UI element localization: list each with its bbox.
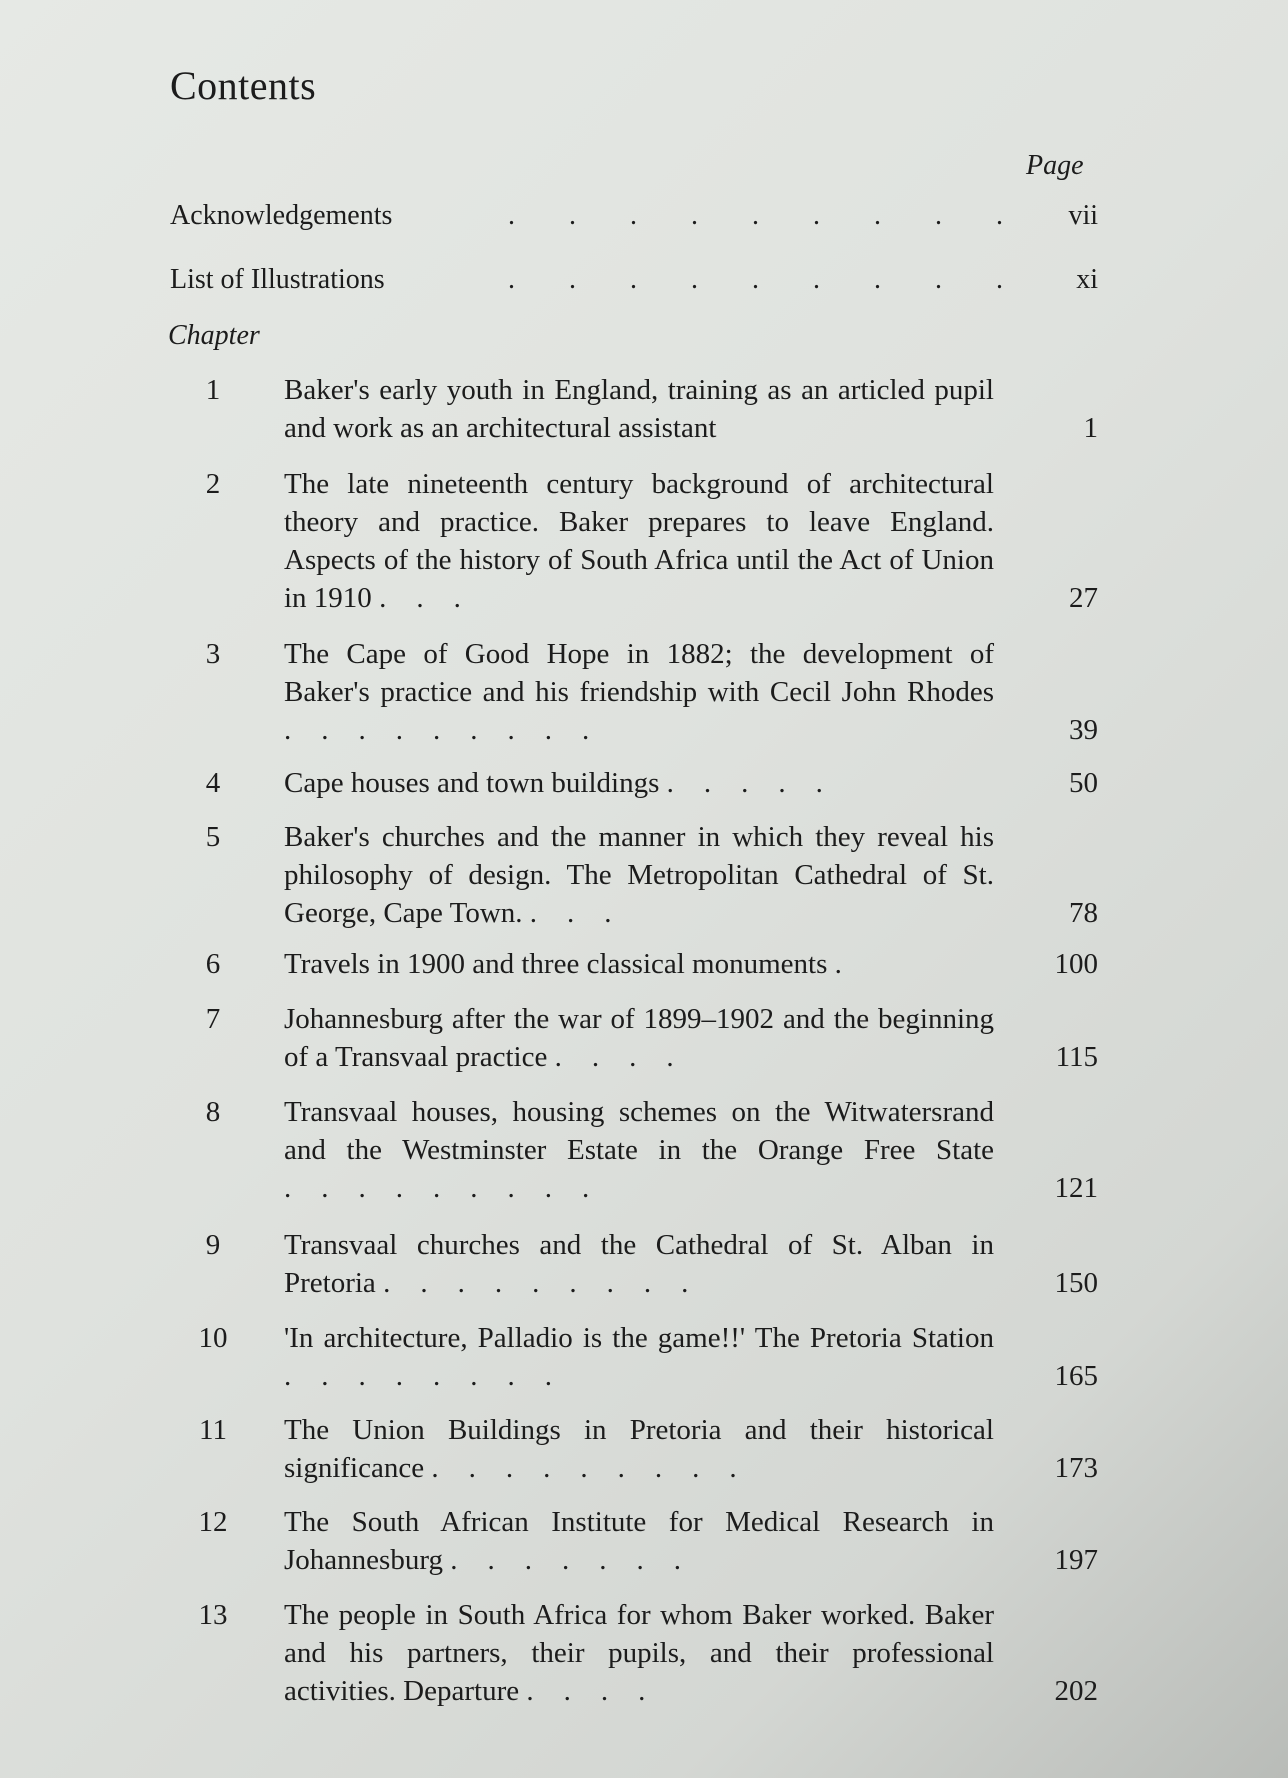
chapter-number: 13: [198, 1599, 228, 1631]
page-column-heading: Page: [1026, 150, 1084, 181]
dot-leader: .......: [450, 1544, 711, 1576]
chapter-number: 1: [205, 374, 221, 406]
page-number: 197: [1054, 1544, 1098, 1576]
chapter-title: Transvaal houses, housing schemes on the Witwatersrand and the Westminster Estate in the Orange Free State .........: [284, 1096, 994, 1204]
dot-leader: ........: [284, 1360, 582, 1392]
chapter-column-heading: Chapter: [168, 320, 260, 351]
page-number: 78: [1069, 897, 1098, 929]
chapter-title: The late nineteenth century background of architectural theory and practice. Baker prepares to leave England. Aspects of the history of South Africa until the Act of Union in 1910 ...: [284, 468, 994, 614]
page-number: xi: [1076, 264, 1098, 295]
chapter-title: Transvaal churches and the Cathedral of St. Alban in Pretoria .........: [284, 1229, 994, 1299]
dot-leader: .........: [284, 714, 620, 746]
chapter-number: 11: [199, 1414, 227, 1446]
chapter-title: The South African Institute for Medical Research in Johannesburg .......: [284, 1506, 994, 1576]
page-number: vii: [1068, 200, 1098, 231]
front-matter-entry: [170, 264, 1098, 304]
page-number: 1: [1083, 412, 1098, 444]
dot-leader: .........: [431, 1452, 767, 1484]
chapter-number: 9: [205, 1229, 221, 1261]
chapter-number: 7: [205, 1003, 221, 1035]
chapter-title: Johannesburg after the war of 1899–1902 and the beginning of a Transvaal practice ....: [284, 1003, 994, 1073]
page-number: 39: [1069, 714, 1098, 746]
chapter-number: 5: [205, 821, 221, 853]
page-number: 50: [1069, 767, 1098, 799]
page-number: 115: [1055, 1041, 1098, 1073]
page-number: 165: [1054, 1360, 1098, 1392]
front-matter-entry: [170, 200, 1098, 240]
entry-title: Acknowledgements: [170, 200, 393, 231]
page-number: 150: [1054, 1267, 1098, 1299]
chapter-number: 8: [205, 1096, 221, 1128]
dot-leader: .....: [666, 767, 853, 799]
dot-leader: ...: [529, 897, 642, 929]
chapter-number: 2: [205, 468, 221, 500]
dot-leader: ...: [379, 582, 491, 614]
dot-leader: ....: [526, 1675, 676, 1707]
chapter-title: Cape houses and town buildings .....: [284, 767, 853, 799]
page-title: Contents: [170, 63, 317, 108]
dot-leader: .........: [508, 200, 1057, 231]
chapter-title: The Union Buildings in Pretoria and their historical significance .........: [284, 1414, 994, 1484]
chapter-title: Baker's early youth in England, training as an articled pupil and work as an architectural assistant: [284, 374, 994, 444]
entry-title: List of Illustrations: [170, 264, 385, 295]
chapter-title: Travels in 1900 and three classical monuments .: [284, 948, 872, 980]
page-number: 202: [1054, 1675, 1098, 1707]
dot-leader: .........: [383, 1267, 719, 1299]
dot-leader: .: [834, 948, 872, 980]
dot-leader: .........: [508, 264, 1057, 295]
chapter-number: 10: [198, 1322, 228, 1354]
page-number: 173: [1054, 1452, 1098, 1484]
chapter-title: 'In architecture, Palladio is the game!!' The Pretoria Station ........: [284, 1322, 994, 1392]
page-number: 100: [1054, 948, 1098, 980]
chapter-number: 12: [198, 1506, 228, 1538]
chapter-title: The people in South Africa for whom Baker worked. Baker and his partners, their pupils, and their professional activities. Departure ....: [284, 1599, 994, 1707]
dot-leader: ....: [554, 1041, 704, 1073]
chapter-title: Baker's churches and the manner in which they reveal his philosophy of design. The Metropolitan Cathedral of St. George, Cape Town. ...: [284, 821, 994, 929]
chapter-title: The Cape of Good Hope in 1882; the development of Baker's practice and his friendship with Cecil John Rhodes .........: [284, 638, 994, 746]
chapter-number: 4: [205, 767, 221, 799]
chapter-number: 6: [205, 948, 221, 980]
dot-leader: .........: [284, 1172, 620, 1204]
page-number: 121: [1054, 1172, 1098, 1204]
chapter-number: 3: [205, 638, 221, 670]
page-number: 27: [1069, 582, 1098, 614]
